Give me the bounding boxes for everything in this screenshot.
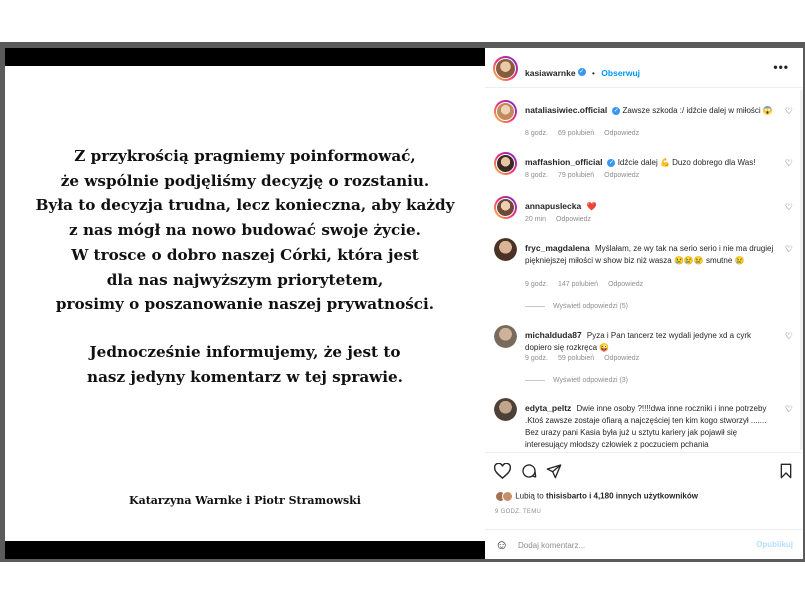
emoji-icon[interactable]: ☺ <box>495 537 509 552</box>
statement-line: Była to decyzja trudna, lecz konieczna, aby każdy <box>35 196 455 215</box>
action-bar <box>485 452 803 492</box>
comment-text: Dwie inne osoby ?!!!!dwa inne roczniki i inne potrzeby .Ktoś zawsze zostaje ofiarą a najczęściej ten kim kogo stworzył ....... Bez urazy pani Kasia była już u sztytu kariery jak pojawił się interesujący młodszy człowiek z poczuciem pchania <box>525 404 767 449</box>
author-username[interactable]: kasiawarnke <box>525 68 576 78</box>
share-icon[interactable] <box>546 463 562 483</box>
comment-username[interactable]: maffashion_official <box>525 157 603 167</box>
comment-like-heart-icon[interactable]: ♡ <box>784 158 793 168</box>
comment-time: 9 godz. <box>525 281 548 288</box>
comment-username[interactable]: fryc_magdalena <box>525 243 590 253</box>
comment-time: 20 min <box>525 216 547 223</box>
comment-username[interactable]: edyta_peltz <box>525 403 572 413</box>
author-avatar[interactable] <box>493 56 518 81</box>
reply-button[interactable]: Odpowiedz <box>608 281 644 288</box>
comment-item <box>485 398 803 452</box>
follow-button[interactable]: Obserwuj <box>601 68 641 78</box>
comment-icon[interactable] <box>521 463 537 483</box>
publish-button[interactable]: Opublikuj <box>756 540 793 549</box>
commenter-avatar[interactable] <box>494 325 517 348</box>
statement-line: nasz jedyny komentarz w tej sprawie. <box>87 367 403 386</box>
post-image <box>5 48 485 559</box>
comment-like-heart-icon[interactable]: ♡ <box>784 106 793 116</box>
liker-avatar <box>502 491 513 502</box>
add-comment-bar <box>485 529 803 559</box>
reply-button[interactable]: Odpowiedz <box>556 216 592 223</box>
reply-button[interactable]: Odpowiedz <box>604 130 640 137</box>
verified-badge-icon: ✓ <box>613 107 619 114</box>
reply-button[interactable]: Odpowiedz <box>604 172 640 179</box>
statement-line: prosimy o poszanowanie naszej prywatności. <box>55 295 435 314</box>
comment-likes[interactable]: 147 polubień <box>557 281 599 288</box>
statement-line: z nas mógł na nowo budować swoje życie. <box>69 221 421 240</box>
comment-like-heart-icon[interactable]: ♡ <box>784 202 793 212</box>
post-side-panel <box>485 48 803 559</box>
heart-icon[interactable] <box>494 463 511 483</box>
comments-scrollbar[interactable] <box>800 90 803 450</box>
bookmark-icon[interactable] <box>779 463 793 483</box>
commenter-avatar[interactable] <box>494 152 517 175</box>
comment-text: ❤️ <box>586 202 597 211</box>
statement-line: W trosce o dobro naszej Córki, która jest <box>71 245 419 264</box>
verified-badge-icon: ✓ <box>608 159 614 166</box>
view-replies-button[interactable] <box>525 303 628 310</box>
view-replies-label: Wyświetl odpowiedzi (3) <box>553 377 629 384</box>
comment-like-heart-icon[interactable]: ♡ <box>784 404 793 414</box>
post-header <box>485 48 803 88</box>
likes-user-link[interactable]: thisisbarto <box>545 491 587 501</box>
comment-username[interactable]: michalduda87 <box>525 330 582 340</box>
more-options-button[interactable]: ••• <box>773 60 789 74</box>
likes-others-link[interactable]: i 4,180 innych użytkowników <box>586 491 698 501</box>
commenter-avatar[interactable] <box>494 238 517 261</box>
comment-text: Zawsze szkoda :/ idźcie dalej w miłości 😱 <box>622 106 773 115</box>
commenter-avatar[interactable] <box>494 196 517 219</box>
comment-time: 8 godz. <box>525 172 548 179</box>
likes-prefix: Lubią to <box>515 491 546 501</box>
comment-input[interactable] <box>518 537 738 553</box>
comment-username[interactable]: annapuslecka <box>525 201 582 211</box>
commenter-avatar[interactable] <box>494 398 517 421</box>
comment-text: Idźcie dalej 💪 Duzo dobrego dla Was! <box>617 158 756 167</box>
signature: Katarzyna Warnke i Piotr Stramowski <box>129 494 361 507</box>
comment-like-heart-icon[interactable]: ♡ <box>784 331 793 341</box>
statement-line: dla nas najwyższym priorytetem, <box>106 270 384 289</box>
verified-badge-icon: ✓ <box>579 68 585 75</box>
reply-button[interactable]: Odpowiedz <box>604 355 640 362</box>
commenter-avatar[interactable] <box>494 100 517 123</box>
comment-time: 9 godz. <box>525 355 548 362</box>
comment-username[interactable]: nataliasiwiec.official <box>525 105 608 115</box>
comment-text: Pyza i Pan tancerz tez wydali jedyne xd a cyrk dopiero się rozkręca 😜 <box>525 331 751 352</box>
likes-summary <box>495 491 795 502</box>
comment-likes[interactable]: 59 polubień <box>557 355 595 362</box>
post-timestamp: 9 GODZ. TEMU <box>495 509 542 515</box>
separator-dot: • <box>592 69 595 78</box>
view-replies-label: Wyświetl odpowiedzi (5) <box>553 303 629 310</box>
comment-like-heart-icon[interactable]: ♡ <box>784 244 793 254</box>
statement-text <box>5 144 485 389</box>
statement-line: że wspólnie podjęliśmy decyzję o rozstaniu. <box>60 171 430 190</box>
statement-line: Jednocześnie informujemy, że jest to <box>89 342 401 361</box>
comment-likes[interactable]: 79 polubień <box>557 172 595 179</box>
statement-line: Z przykrością pragniemy poinformować, <box>74 147 416 165</box>
view-replies-button[interactable] <box>525 377 628 384</box>
comment-text: Myślałam, ze wy tak na serio serio i nie ma drugiej piękniejszej miłości w show biz niż wasza 😢😢😢 smutne 😢 <box>525 244 774 265</box>
comment-likes[interactable]: 69 polubień <box>557 130 595 137</box>
comment-time: 8 godz. <box>525 130 548 137</box>
